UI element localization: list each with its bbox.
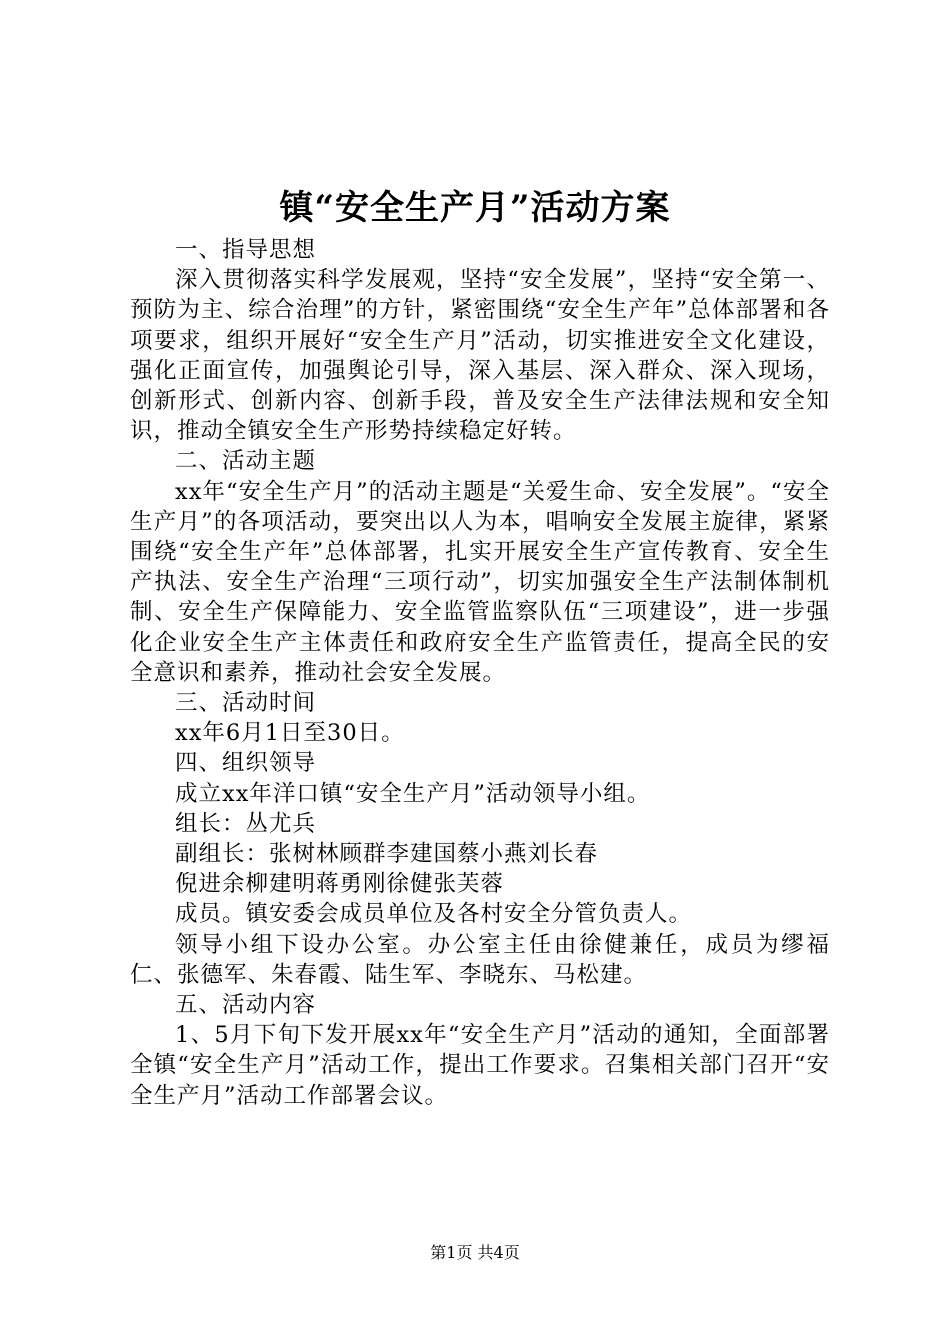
paragraph: 组长：丛尤兵 bbox=[175, 810, 317, 837]
paragraph: 深入贯彻落实科学发展观，坚持“安全发展”，坚持“安全第一、预防为主、综合治理”的方针，紧密围绕“安全生产年”总体部署和各项要求，组织开展好“安全生产月”活动，切实推进安全文化建设，强化正面宣传，加强舆论引导，深入基层、深入群众、深入现场，创新形式、创新内容、创新手段，普及安全生产法律法规和安全知识，推动全镇安全生产形势持续稳定好转。 bbox=[130, 267, 830, 445]
section-heading: 五、活动内容 bbox=[175, 992, 317, 1019]
document-title: 镇“安全生产月”活动方案 bbox=[279, 188, 671, 228]
paragraph: 领导小组下设办公室。办公室主任由徐健兼任，成员为缪福仁、张德军、朱春霞、陆生军、李晓东、马松建。 bbox=[130, 931, 830, 988]
section-heading: 三、活动时间 bbox=[175, 690, 317, 717]
section-heading: 四、组织领导 bbox=[175, 750, 317, 777]
section-heading: 二、活动主题 bbox=[175, 448, 317, 475]
paragraph: 副组长：张树林顾群李建国蔡小燕刘长春 bbox=[175, 841, 599, 868]
paragraph: xx年“安全生产月”的活动主题是“关爱生命、安全发展”。“安全生产月”的各项活动，要突出以人为本，唱响安全发展主旋律，紧紧围绕“安全生产年”总体部署，扎实开展安全生产宣传教育、安全生产执法、安全生产治理“三项行动”，切实加强安全生产法制体制机制、安全生产保障能力、安全监管监察队伍“三项建设”，进一步强化企业安全生产主体责任和政府安全生产监管责任，提高全民的安全意识和素养，推动社会安全发展。 bbox=[130, 478, 830, 686]
paragraph: 倪进余柳建明蒋勇刚徐健张芙蓉 bbox=[175, 871, 505, 898]
document-body bbox=[130, 235, 830, 1111]
paragraph: 成员。镇安委会成员单位及各村安全分管负责人。 bbox=[175, 901, 693, 928]
paragraph: xx年6月1日至30日。 bbox=[175, 720, 405, 747]
paragraph: 1、5月下旬下发开展xx年“安全生产月”活动的通知，全面部署全镇“安全生产月”活动工作，提出工作要求。召集相关部门召开“安全生产月”活动工作部署会议。 bbox=[130, 1022, 830, 1109]
page-footer: 第1页 共4页 bbox=[430, 1243, 520, 1262]
section-heading: 一、指导思想 bbox=[175, 237, 317, 263]
paragraph: 成立xx年洋口镇“安全生产月”活动领导小组。 bbox=[175, 780, 651, 807]
